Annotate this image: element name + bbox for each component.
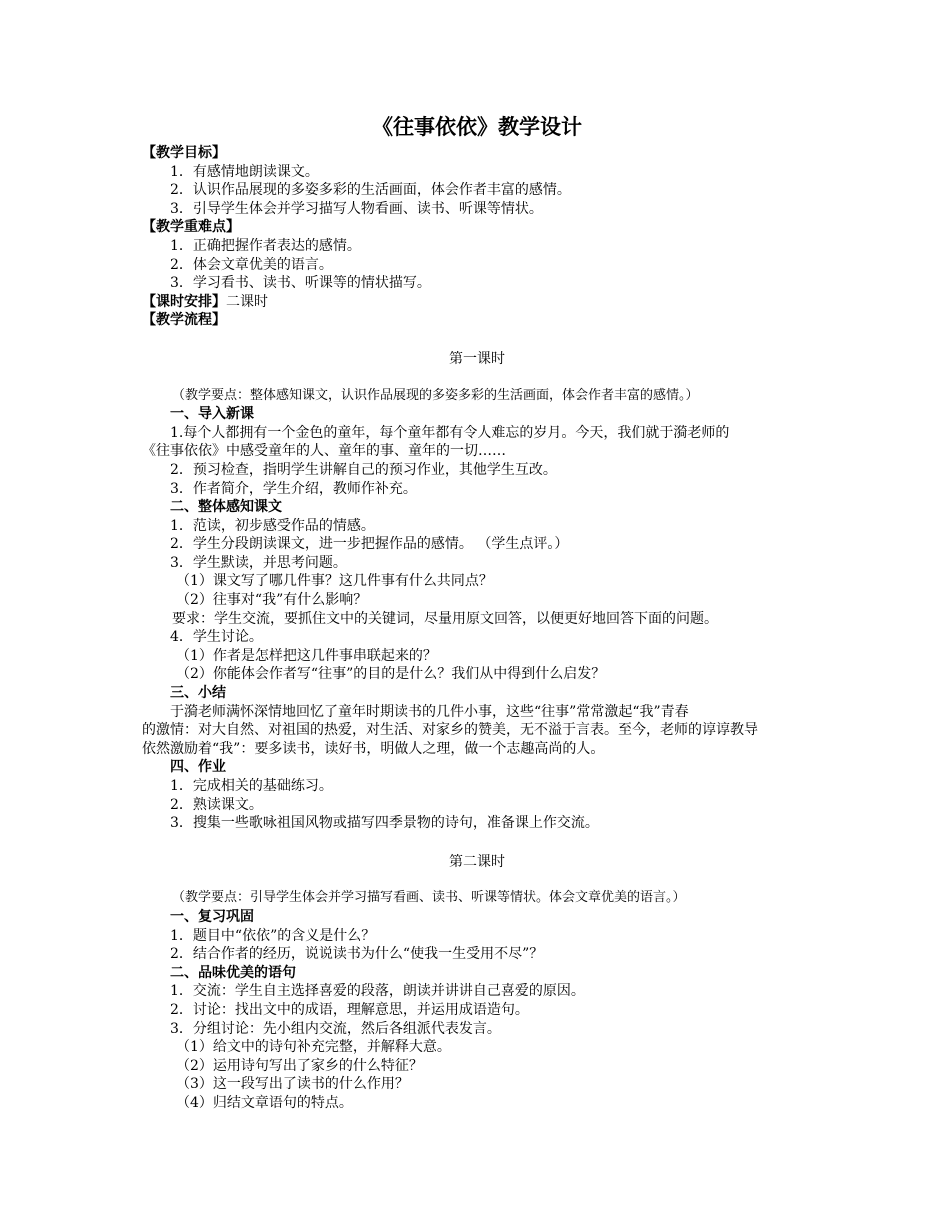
summary-line: 的激情：对大自然、对祖国的热爱，对生活、对家乡的赞美，无不溢于言表。至今，老师的谆谆教导: [142, 722, 758, 739]
lesson2-s2-line: 1．交流：学生自主选择喜爱的段落，朗读并讲讲自己喜爱的原因。: [170, 983, 585, 1000]
key-point-item: 3．学习看书、读书、听课等的情状描写。: [170, 275, 431, 292]
lesson1-s1-line: 《往事依依》中感受童年的人、童年的事、童年的一切……: [142, 443, 506, 460]
lesson2-s2-question: （1）给文中的诗句补充完整，并解释大意。: [176, 1039, 451, 1056]
document-body: [142, 112, 812, 1113]
lesson1-s2-line: 4．学生讨论。: [170, 629, 263, 646]
lesson1-s2-question: （1）课文写了哪几件事？这几件事有什么共同点？: [176, 573, 493, 590]
lesson1-s1-line: 1.每个人都拥有一个金色的童年，每个童年都有令人难忘的岁月。今天，我们就于漪老师的: [170, 424, 730, 441]
lesson1-s1-line: 2．预习检查，指明学生讲解自己的预习作业，其他学生互改。: [170, 461, 557, 478]
lesson2-s2-line: 3．分组讨论：先小组内交流，然后各组派代表发言。: [170, 1020, 501, 1037]
lesson1-s2-line: 1．范读，初步感受作品的情感。: [170, 517, 375, 534]
key-point-item: 2．体会文章优美的语言。: [170, 256, 333, 273]
homework-item: 3．搜集一些歌咏祖国风物或描写四季景物的诗句，准备课上作交流。: [170, 815, 599, 832]
lesson1-s2-question: （2）往事对“我”有什么影响？: [176, 592, 368, 609]
lesson2-s2-line: 2．讨论：找出文中的成语，理解意思，并运用成语造句。: [170, 1001, 529, 1018]
lesson1-section4-heading: 四、作业: [170, 759, 226, 776]
schedule-heading: 【课时安排】: [142, 293, 226, 310]
lesson1-section1-heading: 一、导入新课: [170, 406, 254, 423]
lesson2-s2-question: （3）这一段写出了读书的什么作用？: [176, 1076, 409, 1093]
lesson2-note: （教学要点：引导学生体会并学习描写看画、读书、听课等情状。体会文章优美的语言。）: [172, 890, 686, 906]
lesson1-section2-heading: 二、整体感知课文: [170, 499, 282, 516]
objective-item: 2．认识作品展现的多姿多彩的生活画面，体会作者丰富的感情。: [170, 182, 571, 199]
key-points-heading: 【教学重难点】: [142, 219, 240, 236]
lesson2-s1-line: 2．结合作者的经历，说说读书为什么“使我一生受用不尽”？: [170, 946, 544, 963]
flow-heading: 【教学流程】: [142, 312, 226, 329]
homework-item: 1．完成相关的基础练习。: [170, 778, 333, 794]
lesson2-s2-question: （2）运用诗句写出了家乡的什么特征？: [176, 1057, 423, 1074]
objective-item: 1．有感情地朗读课文。: [170, 163, 319, 180]
key-point-item: 1．正确把握作者表达的感情。: [170, 237, 361, 254]
lesson1-s2-line: 2．学生分段朗读课文，进一步把握作品的感情。 （学生点评。）: [170, 536, 569, 553]
lesson2-s1-line: 1．题目中“依依”的含义是什么？: [170, 927, 376, 944]
lesson1-note: （教学要点：整体感知课文，认识作品展现的多姿多彩的生活画面，体会作者丰富的感情。）: [172, 387, 699, 403]
lesson2-s2-question: （4）归结文章语句的特点。: [176, 1094, 353, 1111]
lesson1-s2-line: 3．学生默读，并思考问题。: [170, 554, 347, 571]
homework-item: 2．熟读课文。: [170, 796, 263, 813]
objective-item: 3．引导学生体会并学习描写人物看画、读书、听课等情状。: [170, 200, 543, 217]
lesson1-s2-question: （2）你能体会作者写“往事”的目的是什么？我们从中得到什么启发？: [176, 666, 606, 683]
lesson2-section1-heading: 一、复习巩固: [170, 908, 254, 925]
lesson1-title: 第一课时: [449, 350, 505, 367]
lesson1-s2-requirement: 要求：学生交流，要抓住文中的关键词，尽量用原文回答，以便更好地回答下面的问题。: [172, 610, 718, 627]
schedule-row: [142, 293, 812, 312]
lesson1-section3-heading: 三、小结: [170, 685, 226, 702]
summary-line: 于漪老师满怀深情地回忆了童年时期读书的几件小事，这些“往事”常常激起“我”青春: [170, 703, 689, 720]
lesson1-s1-line: 3．作者简介，学生介绍，教师作补充。: [170, 480, 417, 497]
summary-line: 依然激励着“我”：要多读书，读好书，明做人之理，做一个志趣高尚的人。: [142, 740, 605, 757]
lesson2-title: 第二课时: [449, 853, 505, 870]
objectives-heading: 【教学目标】: [142, 145, 226, 161]
lesson2-section2-heading: 二、品味优美的语句: [170, 964, 296, 981]
schedule-value: 二课时: [226, 293, 268, 310]
lesson1-s2-question: （1）作者是怎样把这几件事串联起来的？: [176, 647, 437, 664]
document-title: 《往事依依》教学设计: [372, 115, 582, 139]
